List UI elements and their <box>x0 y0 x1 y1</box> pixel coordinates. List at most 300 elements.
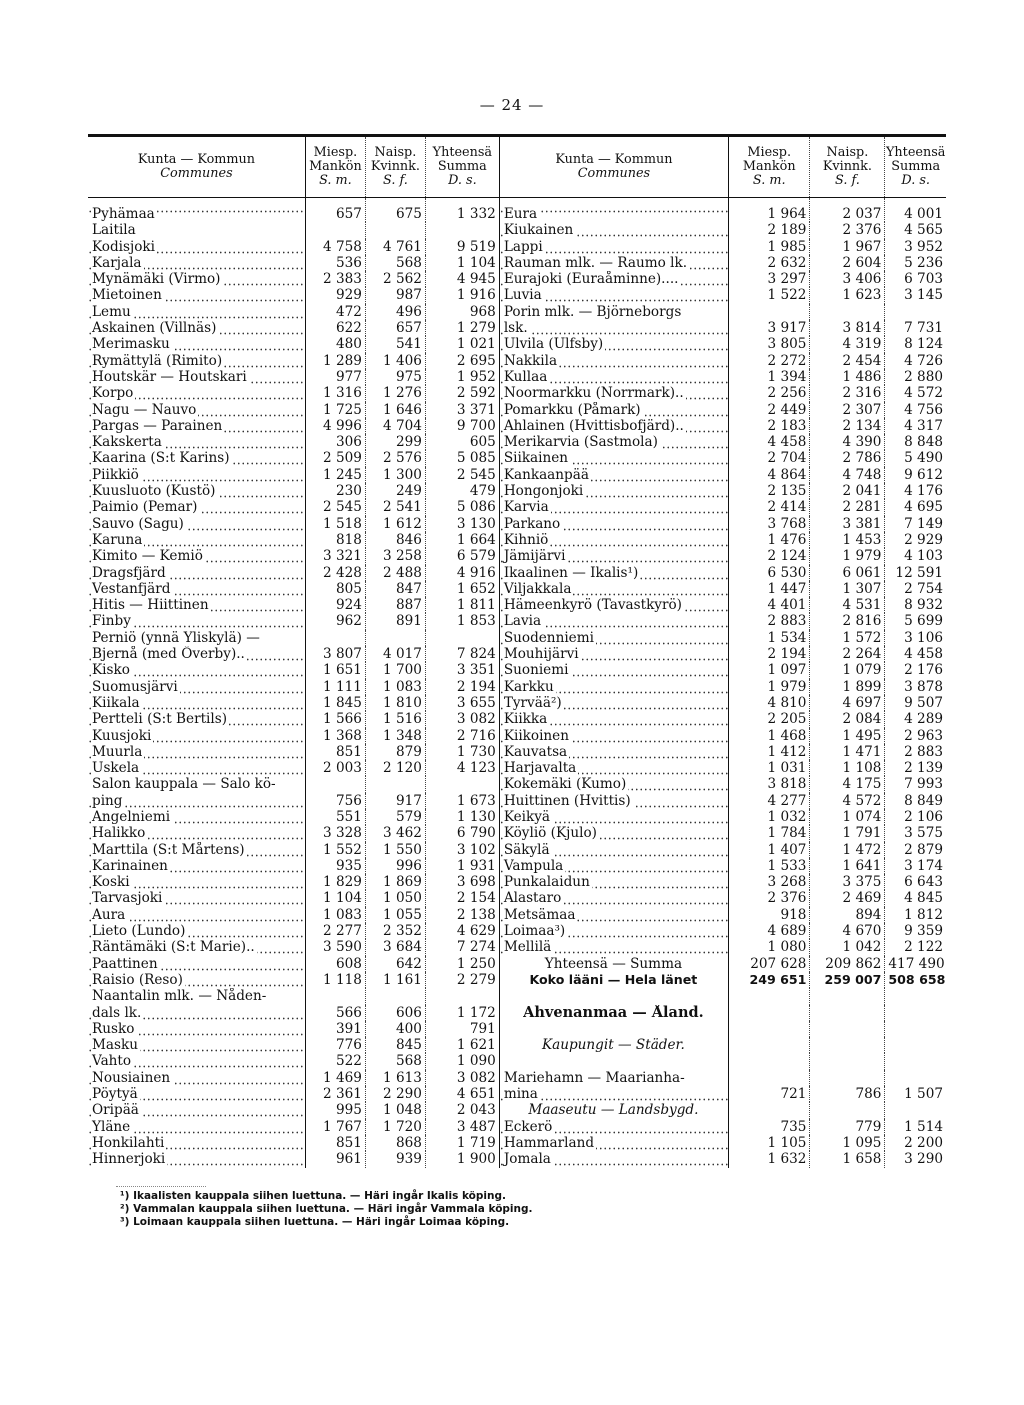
header-males-right-fr: S. m. <box>752 173 786 188</box>
left-municipality-name <box>88 320 305 336</box>
left-females-cell: 2 576 <box>365 450 425 466</box>
footnote-mark: ¹) <box>120 1190 130 1202</box>
right-municipality-name <box>499 1070 728 1086</box>
table-row <box>88 353 946 369</box>
left-total-cell <box>425 630 499 646</box>
left-municipality-name <box>88 711 305 727</box>
table-row <box>88 907 946 923</box>
left-total-cell: 3 351 <box>425 662 499 678</box>
right-municipality-label: Punkalaidun <box>503 874 590 891</box>
left-total-cell: 2 043 <box>425 1102 499 1118</box>
right-females-cell <box>810 1070 885 1086</box>
left-municipality-label: Dragsfjärd <box>92 564 166 581</box>
left-municipality-name <box>88 1119 305 1135</box>
right-males-cell: 2 194 <box>729 646 810 662</box>
right-municipality-label: Maaseutu — Landsbygd. <box>528 1102 699 1119</box>
left-total-cell: 2 716 <box>425 728 499 744</box>
header-males-fr: S. m. <box>319 173 352 188</box>
right-municipality-name <box>499 1021 728 1037</box>
right-municipality-label: Kaupungit — Städer. <box>541 1037 685 1054</box>
left-total-cell: 4 945 <box>425 271 499 287</box>
left-males-cell: 929 <box>305 287 365 303</box>
left-municipality-label: Muurla <box>92 743 143 760</box>
left-females-cell: 917 <box>365 793 425 809</box>
left-total-cell <box>425 222 499 238</box>
left-males-cell: 1 083 <box>305 907 365 923</box>
right-males-cell: 1 080 <box>729 939 810 955</box>
left-municipality-name <box>88 907 305 923</box>
left-municipality-name <box>88 793 305 809</box>
header-females-fr: S. f. <box>383 173 408 188</box>
right-females-cell: 2 786 <box>810 450 885 466</box>
table-row <box>88 1151 946 1167</box>
right-municipality-label: Köyliö (Kjulo) <box>503 825 597 842</box>
left-males-cell: 3 328 <box>305 825 365 841</box>
right-total-cell: 9 359 <box>885 923 946 939</box>
right-females-cell: 1 453 <box>810 532 885 548</box>
header-females-fi: Kvinnk. <box>370 159 421 174</box>
header-females-right-sv: Naisp. <box>826 145 869 160</box>
left-females-cell: 1 348 <box>365 728 425 744</box>
right-municipality-name <box>499 450 728 466</box>
left-municipality-label: Nagu — Nauvo <box>92 401 197 418</box>
right-females-cell: 1 042 <box>810 939 885 955</box>
left-municipality-name <box>88 1151 305 1167</box>
left-municipality-name <box>88 565 305 581</box>
right-municipality-name <box>499 988 728 1004</box>
right-total-cell: 4 572 <box>885 385 946 401</box>
right-total-cell: 7 731 <box>885 320 946 336</box>
right-municipality-label: Alastaro <box>503 890 562 907</box>
right-females-cell: 2 604 <box>810 255 885 271</box>
left-municipality-name <box>88 760 305 776</box>
left-males-cell: 622 <box>305 320 365 336</box>
right-municipality-name <box>499 565 728 581</box>
right-total-cell: 2 122 <box>885 939 946 955</box>
left-municipality-name <box>88 679 305 695</box>
right-total-cell: 3 106 <box>885 630 946 646</box>
right-males-cell: 3 917 <box>729 320 810 336</box>
footnote-text: Vammalan kauppala siihen luettuna. — Häri ingår Vammala köping. <box>133 1203 533 1215</box>
right-total-cell: 2 929 <box>885 532 946 548</box>
left-males-cell: 1 111 <box>305 679 365 695</box>
left-males-cell: 2 277 <box>305 923 365 939</box>
left-females-cell: 847 <box>365 581 425 597</box>
left-municipality-name <box>88 1053 305 1069</box>
right-municipality-label: Eckerö <box>503 1118 553 1135</box>
left-total-cell: 3 698 <box>425 874 499 890</box>
right-females-cell: 2 134 <box>810 418 885 434</box>
left-municipality-name <box>88 516 305 532</box>
left-municipality-name <box>88 255 305 271</box>
right-males-cell <box>729 988 810 1004</box>
left-municipality-label: Kuusjoki <box>92 727 152 744</box>
left-males-cell: 657 <box>305 198 365 223</box>
left-municipality-label: Vahto <box>92 1053 132 1070</box>
right-municipality-name <box>499 1151 728 1167</box>
left-females-cell: 845 <box>365 1037 425 1053</box>
right-females-cell: 2 307 <box>810 402 885 418</box>
left-males-cell: 2 383 <box>305 271 365 287</box>
left-males-cell: 1 368 <box>305 728 365 744</box>
left-municipality-label: Räntämäki (S:t Marie).. <box>92 939 255 956</box>
right-municipality-label: Vampula <box>503 857 564 874</box>
left-females-cell: 3 258 <box>365 548 425 564</box>
right-municipality-name <box>499 695 728 711</box>
left-municipality-label: Nousiainen <box>92 1069 171 1086</box>
left-municipality-label: Piikkiö <box>92 466 139 483</box>
right-municipality-name <box>499 907 728 923</box>
left-municipality-label: Tarvasjoki <box>92 890 163 907</box>
left-total-cell: 4 123 <box>425 760 499 776</box>
header-males-right-sv: Miesp. <box>747 145 792 160</box>
left-total-cell: 1 952 <box>425 369 499 385</box>
left-males-cell: 924 <box>305 597 365 613</box>
left-males-cell: 1 566 <box>305 711 365 727</box>
header-total-right-fi: Summa <box>891 159 941 174</box>
right-total-cell: 6 643 <box>885 874 946 890</box>
right-total-cell: 7 149 <box>885 516 946 532</box>
table-row <box>88 369 946 385</box>
left-males-cell: 1 651 <box>305 662 365 678</box>
left-municipality-name <box>88 825 305 841</box>
left-total-cell: 1 900 <box>425 1151 499 1167</box>
right-municipality-name <box>499 760 728 776</box>
right-males-cell: 2 272 <box>729 353 810 369</box>
left-total-cell <box>425 988 499 1004</box>
footnote-rule <box>116 1186 206 1187</box>
right-total-cell: 4 565 <box>885 222 946 238</box>
right-females-cell: 4 670 <box>810 923 885 939</box>
right-females-cell: 1 471 <box>810 744 885 760</box>
left-females-cell: 975 <box>365 369 425 385</box>
right-total-cell: 3 575 <box>885 825 946 841</box>
left-males-cell: 977 <box>305 369 365 385</box>
right-total-cell: 508 658 <box>885 972 946 988</box>
right-municipality-label: Suodenniemi <box>503 629 594 646</box>
right-females-cell: 1 108 <box>810 760 885 776</box>
right-total-cell <box>885 1102 946 1118</box>
header-females-right-fi: Kvinnk. <box>822 159 873 174</box>
right-total-cell: 4 289 <box>885 711 946 727</box>
left-males-cell: 2 545 <box>305 499 365 515</box>
right-total-cell: 2 963 <box>885 728 946 744</box>
left-total-cell: 791 <box>425 1021 499 1037</box>
right-females-cell: 3 814 <box>810 320 885 336</box>
left-total-cell: 605 <box>425 434 499 450</box>
right-total-cell: 2 883 <box>885 744 946 760</box>
table-row <box>88 1037 946 1053</box>
right-total-cell: 2 106 <box>885 809 946 825</box>
left-municipality-label: Mietoinen <box>92 287 162 304</box>
right-females-cell: 3 381 <box>810 516 885 532</box>
left-females-cell: 1 083 <box>365 679 425 695</box>
table-row <box>88 842 946 858</box>
right-females-cell: 2 084 <box>810 711 885 727</box>
right-females-cell: 894 <box>810 907 885 923</box>
right-females-cell: 4 697 <box>810 695 885 711</box>
header-total-right-fr: D. s. <box>901 173 930 188</box>
footnote <box>120 1203 533 1216</box>
left-total-cell: 1 279 <box>425 320 499 336</box>
right-municipality-label: mina <box>503 1086 538 1103</box>
right-municipality-name <box>499 1037 728 1053</box>
right-females-cell: 2 281 <box>810 499 885 515</box>
left-total-cell: 7 274 <box>425 939 499 955</box>
right-municipality-label: Kihniö <box>503 531 549 548</box>
left-males-cell: 851 <box>305 1135 365 1151</box>
right-municipality-name <box>499 516 728 532</box>
footnote <box>120 1190 533 1203</box>
right-females-cell: 2 264 <box>810 646 885 662</box>
table-row <box>88 532 946 548</box>
header-municipality-right-fr: Communes <box>577 166 651 181</box>
right-females-cell: 1 074 <box>810 809 885 825</box>
right-municipality-name <box>499 939 728 955</box>
left-municipality-name <box>88 1021 305 1037</box>
left-municipality-label: Hinnerjoki <box>92 1151 166 1168</box>
left-females-cell: 249 <box>365 483 425 499</box>
left-females-cell: 568 <box>365 1053 425 1069</box>
left-females-cell: 1 055 <box>365 907 425 923</box>
right-females-cell: 259 007 <box>810 972 885 988</box>
right-municipality-name <box>499 1053 728 1069</box>
left-females-cell: 2 352 <box>365 923 425 939</box>
left-municipality-label: Rymättylä (Rimito) <box>92 352 223 369</box>
table-row <box>88 418 946 434</box>
right-males-cell: 4 864 <box>729 467 810 483</box>
right-males-cell: 721 <box>729 1086 810 1102</box>
left-males-cell: 391 <box>305 1021 365 1037</box>
left-males-cell: 472 <box>305 304 365 320</box>
table-header-row <box>88 136 946 198</box>
table-row <box>88 434 946 450</box>
right-total-cell: 4 001 <box>885 198 946 223</box>
left-municipality-label: Kimito — Kemiö <box>92 548 203 565</box>
right-total-cell: 4 695 <box>885 499 946 515</box>
right-municipality-label: Karkku <box>503 678 554 695</box>
left-municipality-name <box>88 1102 305 1118</box>
right-total-cell: 1 812 <box>885 907 946 923</box>
left-municipality-label: Laitila <box>92 222 136 239</box>
left-total-cell: 9 700 <box>425 418 499 434</box>
right-municipality-name <box>499 1135 728 1151</box>
right-municipality-name <box>499 239 728 255</box>
right-males-cell: 1 979 <box>729 679 810 695</box>
table-row <box>88 320 946 336</box>
left-municipality-label: Mynämäki (Virmo) <box>92 271 221 288</box>
left-total-cell: 1 811 <box>425 597 499 613</box>
right-municipality-name <box>499 369 728 385</box>
left-females-cell: 675 <box>365 198 425 223</box>
right-municipality-name <box>499 874 728 890</box>
population-table <box>88 134 946 1168</box>
left-municipality-label: Salon kauppala — Salo kö- <box>92 776 276 793</box>
left-total-cell: 2 154 <box>425 890 499 906</box>
right-municipality-label: Kankaanpää <box>503 466 589 483</box>
right-municipality-name <box>499 532 728 548</box>
left-municipality-name <box>88 450 305 466</box>
right-males-cell: 6 530 <box>729 565 810 581</box>
left-total-cell: 3 371 <box>425 402 499 418</box>
header-males-right <box>729 136 810 198</box>
left-total-cell: 2 592 <box>425 385 499 401</box>
right-total-cell: 3 290 <box>885 1151 946 1167</box>
left-total-cell: 2 279 <box>425 972 499 988</box>
table-row <box>88 744 946 760</box>
left-females-cell: 1 700 <box>365 662 425 678</box>
right-females-cell: 4 319 <box>810 336 885 352</box>
left-municipality-name <box>88 1070 305 1086</box>
right-municipality-name <box>499 613 728 629</box>
table-row <box>88 1021 946 1037</box>
table-row <box>88 287 946 303</box>
table-row <box>88 793 946 809</box>
right-males-cell: 4 401 <box>729 597 810 613</box>
header-municipality-label: Kunta — Kommun <box>137 152 256 167</box>
left-males-cell: 3 321 <box>305 548 365 564</box>
left-total-cell: 1 931 <box>425 858 499 874</box>
table-row <box>88 1135 946 1151</box>
right-total-cell: 3 952 <box>885 239 946 255</box>
header-females-right-fr: S. f. <box>835 173 860 188</box>
table-row <box>88 402 946 418</box>
right-municipality-name <box>499 646 728 662</box>
right-females-cell: 4 572 <box>810 793 885 809</box>
right-total-cell <box>885 1005 946 1021</box>
right-municipality-name <box>499 483 728 499</box>
right-municipality-label: Lavia <box>503 613 542 630</box>
left-municipality-name <box>88 271 305 287</box>
left-females-cell: 4 761 <box>365 239 425 255</box>
right-municipality-label: Eurajoki (Euraåminne).... <box>503 271 679 288</box>
right-males-cell: 918 <box>729 907 810 923</box>
right-municipality-label: Siikainen <box>503 450 569 467</box>
right-municipality-label: Parkano <box>503 515 561 532</box>
table-row <box>88 385 946 401</box>
left-municipality-label: Karinainen <box>92 857 168 874</box>
table-row <box>88 613 946 629</box>
left-municipality-label: Rusko <box>92 1020 135 1037</box>
left-females-cell: 1 161 <box>365 972 425 988</box>
right-males-cell: 735 <box>729 1119 810 1135</box>
right-municipality-label: Ahvenanmaa — Åland. <box>523 1004 704 1021</box>
table-row <box>88 776 946 792</box>
left-municipality-name <box>88 890 305 906</box>
footnote <box>120 1216 533 1229</box>
right-males-cell <box>729 1005 810 1021</box>
header-total-right-sv: Yhteensä <box>885 145 946 160</box>
right-females-cell: 779 <box>810 1119 885 1135</box>
left-total-cell: 5 085 <box>425 450 499 466</box>
left-females-cell: 568 <box>365 255 425 271</box>
left-municipality-name <box>88 304 305 320</box>
left-males-cell: 962 <box>305 613 365 629</box>
left-municipality-name <box>88 956 305 972</box>
left-total-cell: 9 519 <box>425 239 499 255</box>
right-municipality-label: Ikaalinen — Ikalis¹) <box>503 564 639 581</box>
table-row <box>88 581 946 597</box>
header-females <box>365 136 425 198</box>
left-municipality-name <box>88 728 305 744</box>
left-males-cell: 1 104 <box>305 890 365 906</box>
right-males-cell: 4 277 <box>729 793 810 809</box>
right-municipality-name <box>499 630 728 646</box>
left-municipality-name <box>88 988 305 1004</box>
right-municipality-name <box>499 271 728 287</box>
right-total-cell: 4 103 <box>885 548 946 564</box>
right-total-cell: 2 879 <box>885 842 946 858</box>
left-municipality-name <box>88 499 305 515</box>
right-total-cell: 1 514 <box>885 1119 946 1135</box>
table-row <box>88 483 946 499</box>
left-municipality-label: Naantalin mlk. — Nåden- <box>92 988 267 1005</box>
left-municipality-name <box>88 336 305 352</box>
right-males-cell: 1 468 <box>729 728 810 744</box>
left-females-cell: 891 <box>365 613 425 629</box>
left-males-cell: 776 <box>305 1037 365 1053</box>
footnote-text: Ikaalisten kauppala siihen luettuna. — Häri ingår Ikalis köping. <box>133 1190 506 1202</box>
right-municipality-name <box>499 222 728 238</box>
right-municipality-name <box>499 434 728 450</box>
left-females-cell: 887 <box>365 597 425 613</box>
right-municipality-label: Koko lääni — Hela länet <box>529 971 698 987</box>
right-municipality-label: Suoniemi <box>503 662 569 679</box>
left-municipality-name <box>88 1135 305 1151</box>
table-row <box>88 222 946 238</box>
table-row <box>88 679 946 695</box>
left-total-cell: 3 130 <box>425 516 499 532</box>
left-municipality-name <box>88 646 305 662</box>
right-municipality-name <box>499 198 728 223</box>
left-municipality-label: Perniö (ynnä Yliskylä) — <box>92 629 260 646</box>
right-females-cell: 786 <box>810 1086 885 1102</box>
right-males-cell: 1 534 <box>729 630 810 646</box>
right-total-cell: 1 507 <box>885 1086 946 1102</box>
table-row <box>88 858 946 874</box>
left-total-cell: 3 487 <box>425 1119 499 1135</box>
right-males-cell <box>729 1021 810 1037</box>
table-row <box>88 499 946 515</box>
table-row <box>88 890 946 906</box>
left-females-cell: 879 <box>365 744 425 760</box>
right-males-cell: 1 447 <box>729 581 810 597</box>
table-row <box>88 939 946 955</box>
right-males-cell: 1 032 <box>729 809 810 825</box>
right-municipality-name <box>499 842 728 858</box>
right-females-cell: 1 791 <box>810 825 885 841</box>
left-municipality-label: Pyhämaa <box>92 206 155 222</box>
right-males-cell: 1 985 <box>729 239 810 255</box>
right-total-cell: 2 176 <box>885 662 946 678</box>
left-municipality-label: Halikko <box>92 825 146 842</box>
right-males-cell: 2 189 <box>729 222 810 238</box>
right-municipality-label: Rauman mlk. — Raumo lk. <box>503 254 688 271</box>
right-females-cell: 1 967 <box>810 239 885 255</box>
left-municipality-label: Kodisjoki <box>92 238 155 255</box>
right-males-cell: 3 297 <box>729 271 810 287</box>
left-females-cell <box>365 988 425 1004</box>
left-females-cell: 1 276 <box>365 385 425 401</box>
table-row <box>88 809 946 825</box>
right-females-cell: 1 472 <box>810 842 885 858</box>
right-municipality-name <box>499 728 728 744</box>
right-females-cell <box>810 1005 885 1021</box>
left-total-cell: 6 790 <box>425 825 499 841</box>
left-municipality-name <box>88 842 305 858</box>
left-municipality-label: Paattinen <box>92 955 158 972</box>
left-females-cell: 987 <box>365 287 425 303</box>
